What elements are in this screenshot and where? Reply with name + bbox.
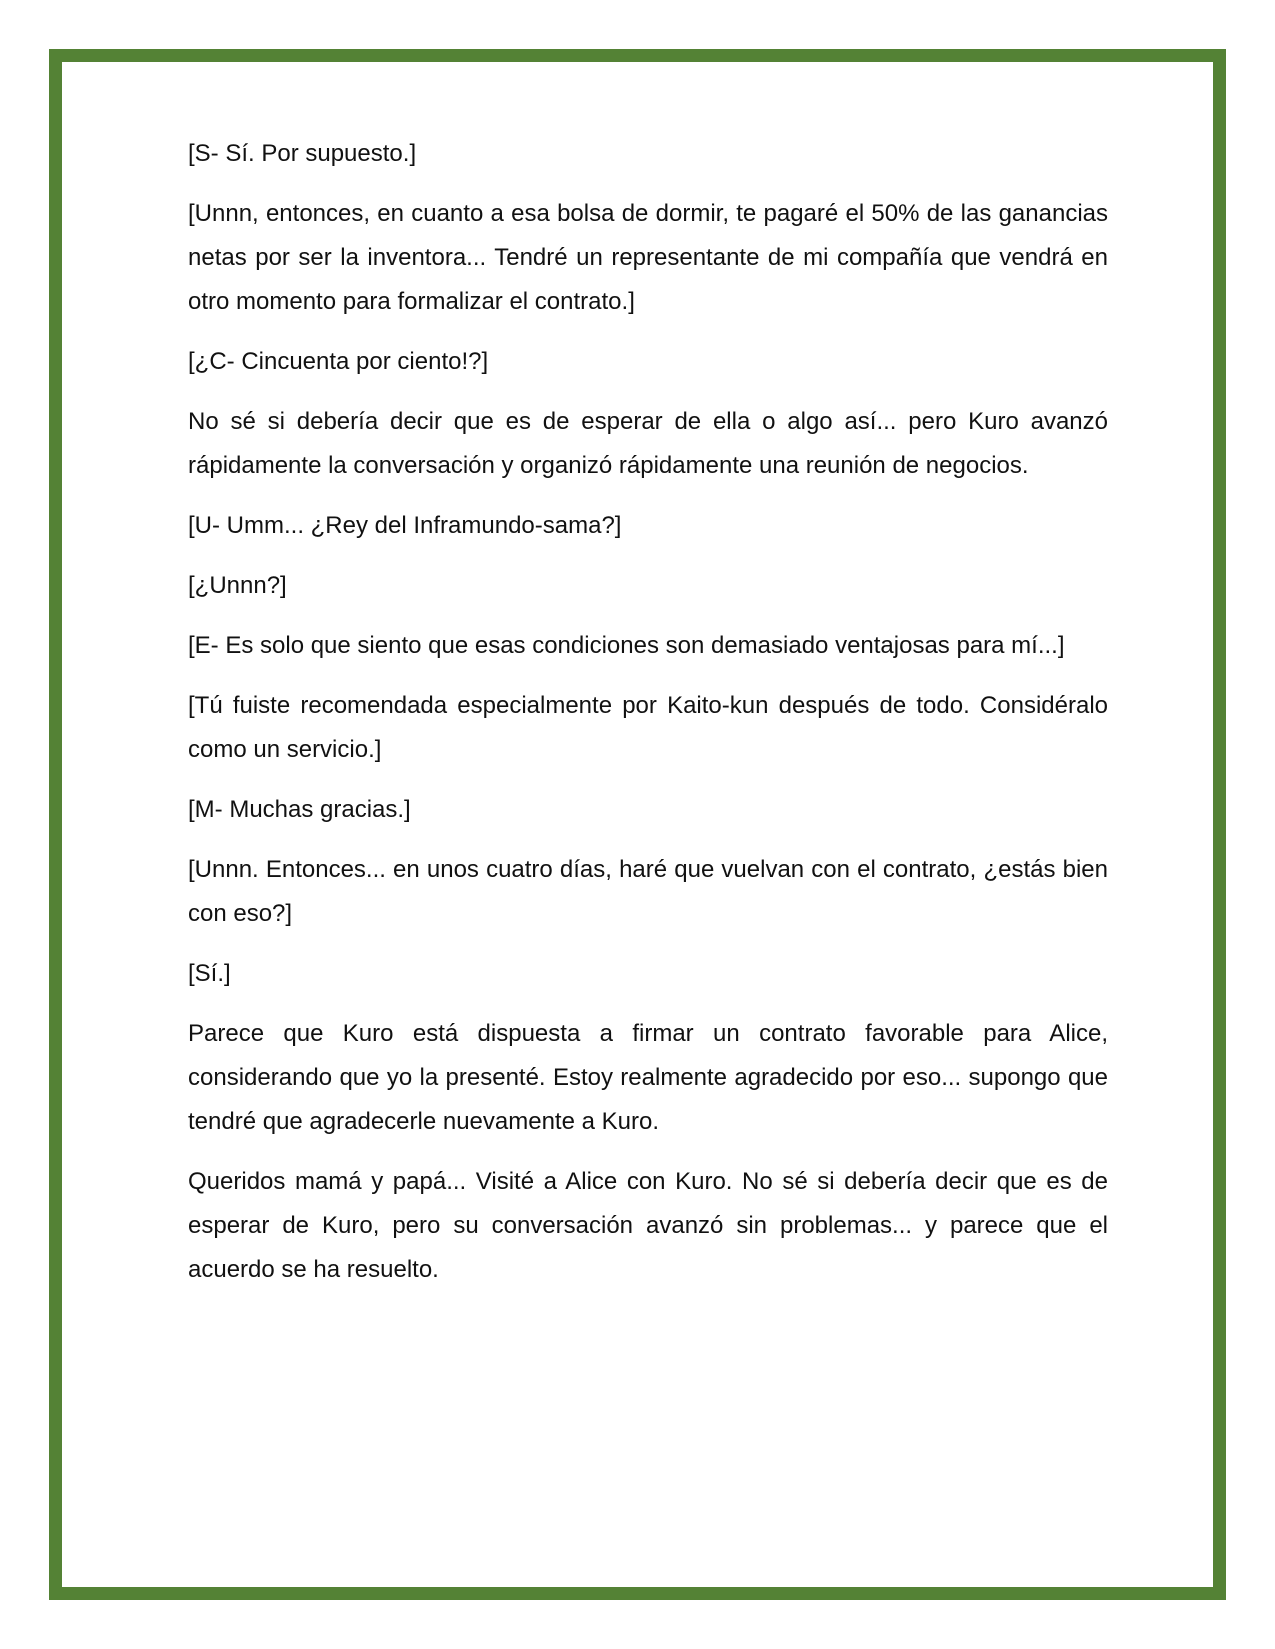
paragraph-5: [U- Umm... ¿Rey del Inframundo-sama?] [188,512,622,539]
paragraph-3: [¿C- Cincuenta por ciento!?] [188,348,489,375]
paragraph-8: [Tú fuiste recomendada especialmente por Kaito-kun después de todo. Considéralo como un servicio.] [188,692,1108,763]
paragraph-6: [¿Unnn?] [188,572,287,599]
paragraph-7: [E- Es solo que siento que esas condiciones son demasiado ventajosas para mí...] [188,632,1065,659]
paragraph-10: [Unnn. Entonces... en unos cuatro días, haré que vuelvan con el contrato, ¿estás bien con eso?] [188,856,1108,927]
paragraph-4: No sé si debería decir que es de esperar de ella o algo así... pero Kuro avanzó rápidamente la conversación y organizó rápidamente una reunión de negocios. [188,408,1108,479]
paragraph-11: [Sí.] [188,960,231,987]
page-border-frame [49,49,1226,1600]
paragraph-2: [Unnn, entonces, en cuanto a esa bolsa de dormir, te pagaré el 50% de las ganancias netas por ser la inventora... Tendré un representante de mi compañía que vendrá en otro momento para formalizar el contrato.] [188,200,1108,315]
paragraph-9: [M- Muchas gracias.] [188,796,411,823]
paragraph-1: [S- Sí. Por supuesto.] [188,140,417,167]
paragraph-12: Parece que Kuro está dispuesta a firmar un contrato favorable para Alice, considerando que yo la presenté. Estoy realmente agradecido por eso... supongo que tendré que agradecerle nuevamente a Kuro. [188,1020,1108,1135]
paragraph-13: Queridos mamá y papá... Visité a Alice con Kuro. No sé si debería decir que es de esperar de Kuro, pero su conversación avanzó sin problemas... y parece que el acuerdo se ha resuelto. [188,1168,1108,1283]
document-body [188,132,1108,1308]
